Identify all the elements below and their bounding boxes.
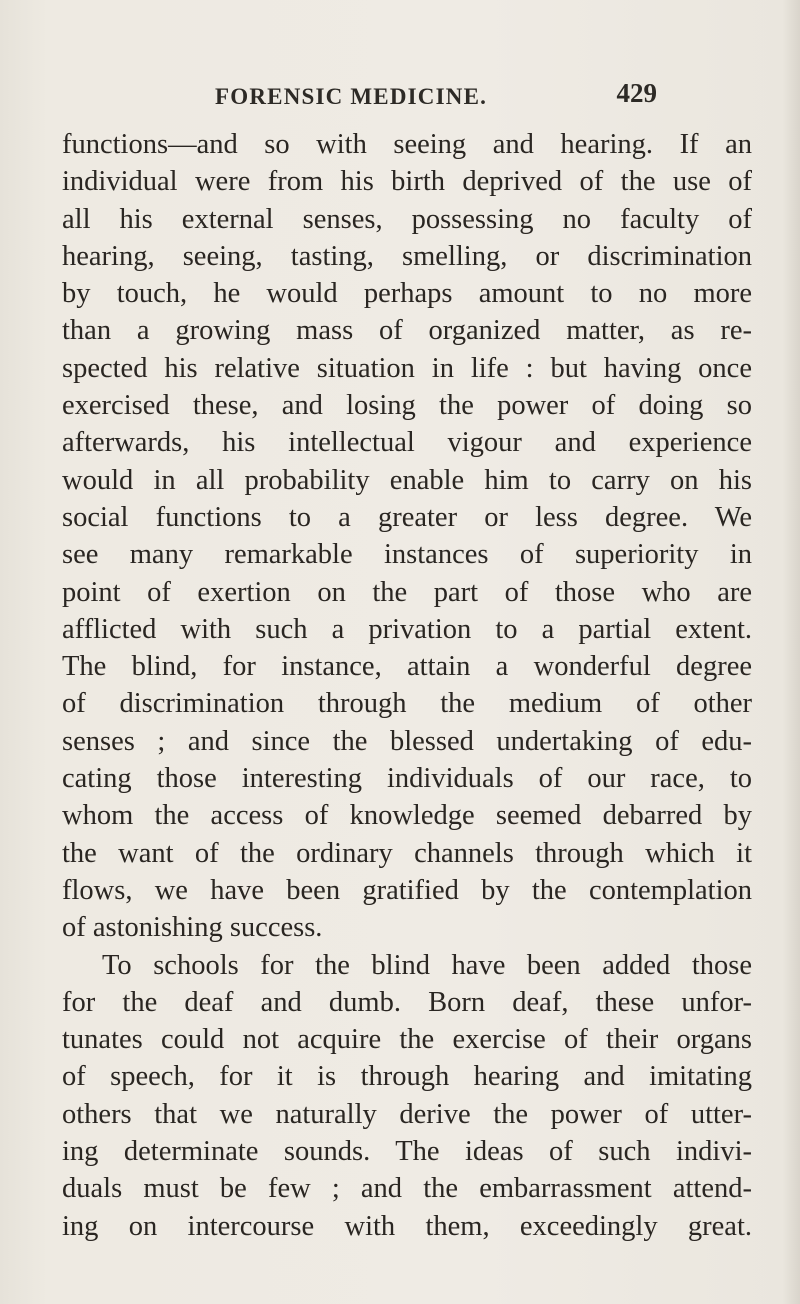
text-line: senses ; and since the blessed undertaking of edu- [62,725,752,757]
text-line: see many remarkable instances of superiority in [62,539,752,571]
text-line: point of exertion on the part of those who are [62,576,752,608]
text-line: social functions to a greater or less degree. We [62,501,752,533]
running-head: FORENSIC MEDICINE. [215,84,488,109]
text-line: by touch, he would perhaps amount to no more [62,278,752,310]
text-line: individual were from his birth deprived of the use of [62,166,752,198]
text-line: flows, we have been gratified by the contemplation [62,874,752,906]
text-line: spected his relative situation in life : but having once [62,352,752,384]
text-line: than a growing mass of organized matter, as re- [62,315,752,347]
text-line: of speech, for it is through hearing and imitating [62,1061,752,1093]
body-text [62,126,752,1245]
text-line: the want of the ordinary channels through which it [62,837,752,869]
text-line: afflicted with such a privation to a partial extent. [62,613,752,645]
text-line: functions—and so with seeing and hearing. If an [62,129,752,160]
text-line: cating those interesting individuals of our race, to [62,763,752,795]
text-line: for the deaf and dumb. Born deaf, these unfor- [62,986,752,1018]
text-line: would in all probability enable him to carry on his [62,464,752,496]
text-line: duals must be few ; and the embarrassment attend- [62,1173,752,1205]
text-line: The blind, for instance, attain a wonderful degree [62,651,752,683]
text-line: whom the access of knowledge seemed debarred by [62,800,752,832]
text-line: of discrimination through the medium of other [62,688,752,720]
paragraph-end-line: of astonishing success. [62,912,323,944]
text-line: ing on intercourse with them, exceedingly great. [62,1210,752,1242]
page-number: 429 [616,78,657,108]
text-line: exercised these, and losing the power of doing so [62,390,752,422]
text-line: others that we naturally derive the power of utter- [62,1098,752,1130]
text-line: all his external senses, possessing no faculty of [62,203,752,235]
page-header [215,78,685,118]
text-line: ing determinate sounds. The ideas of such indivi- [62,1136,752,1168]
text-line: afterwards, his intellectual vigour and experience [62,427,752,459]
page-edge-shadow [782,0,800,1304]
paragraph-start-line: To schools for the blind have been added those [102,949,752,981]
text-line: tunates could not acquire the exercise of their organs [62,1024,752,1056]
text-line: hearing, seeing, tasting, smelling, or discrimination [62,240,752,272]
